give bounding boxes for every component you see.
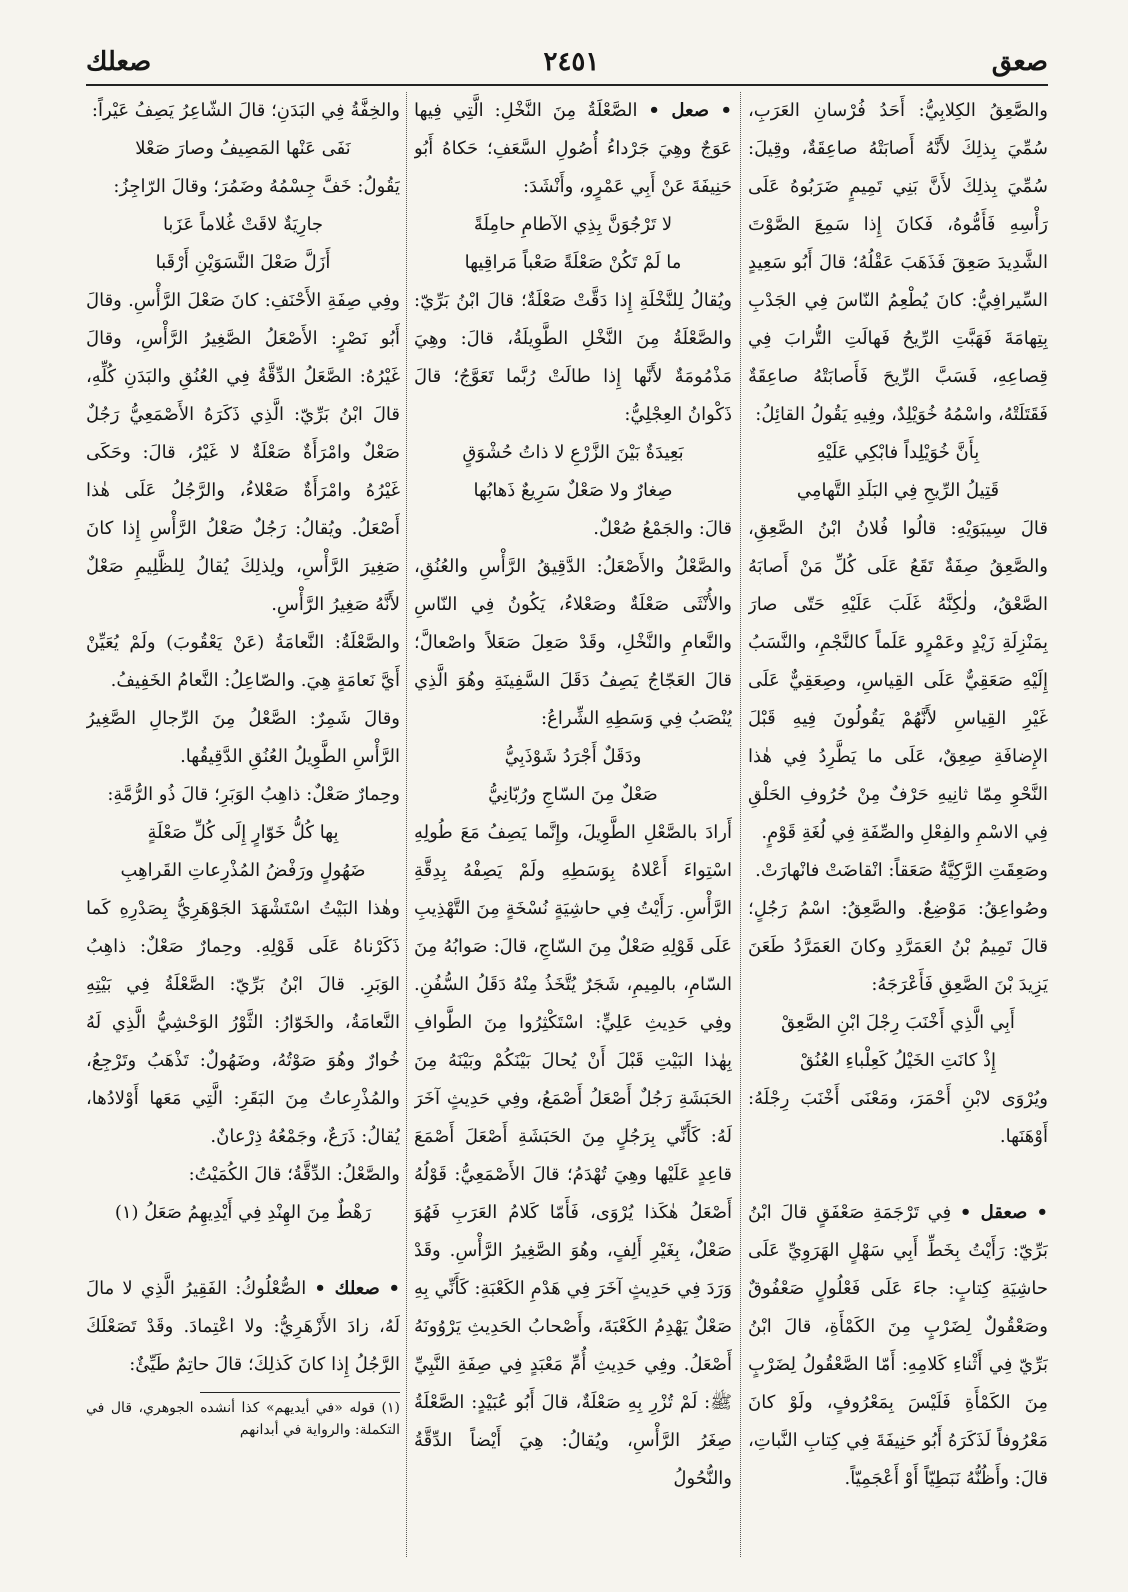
- paragraph: وهٰذا البَيْتُ اسْتَشْهَدَ الجَوْهَرِيُّ بِصَدْرِهِ كَما ذَكَرْناهُ عَلَى قَوْلِهِ. وحِمارٌ صَعْلٌ: ذاهِبُ الوَبَرِ. قالَ ابْنُ بَرِّيّ: الصَّعْلَةُ فِي بَيْتِهِ النَّعامَةُ، والخَوّارُ: الثَّوْرُ الوَحْشِيُّ الَّذِي لَهُ خُوارٌ وهُوَ صَوْتُهُ، وضَهُولٌ: تَذْهَبُ وتَرْجِعُ، والمُذْرِعاتُ مِنَ البَقَرِ: الَّتِي مَعَها أَوْلادُها، يُقالُ: ذَرَعٌ، وجَمْعُهُ ذِرْعانٌ.: [86, 898, 400, 1147]
- paragraph: والصَّعْلَةُ: النَّعامَةُ (عَنْ يَعْقُوبَ) ولَمْ يُعَيِّنْ أَيَّ نَعامَةٍ هِيَ. والصّاعِلُ: النَّعامُ الخَفِيفُ.: [86, 632, 400, 691]
- verse-line: صَعْلٌ مِنَ السّاجِ ورُبّانِيُّ: [488, 784, 658, 805]
- column-divider: [740, 92, 741, 1557]
- paragraph: والصَّعْلُ والأَصْعَلُ: الدَّقِيقُ الرَّأْسِ والعُنُقِ، والأُنْثَى صَعْلَةٌ وصَعْلاءُ، يَكُونُ فِي النّاسِ والنَّعامِ والنَّخْلِ، وقَدْ صَعِلَ صَعَلاً واصْعالَّ؛ قالَ العَجّاجُ يَصِفُ دَقَلَ السَّفِينَةِ وهُوَ الَّذِي يُنْصَبُ فِي وَسَطِهِ الشِّراعُ:: [414, 556, 732, 729]
- column-divider: [406, 92, 407, 1557]
- verse-line: ودَقَلٌ أَجْرَدُ شَوْذَبِيُّ: [504, 746, 642, 767]
- header-rule: [86, 84, 1048, 86]
- paragraph: وقالَ شَمِرٌ: الصَّعْلُ مِنَ الرِّجالِ الصَّغِيرُ الرَّأْسِ الطَّوِيلُ العُنُقِ الدَّقِيقُها.: [86, 708, 400, 767]
- verse-line: أَزَلَّ صَعْلَ النَّسَوَيْنِ أَرْقَبا: [155, 252, 331, 273]
- paragraph: يَقُولُ: خَفَّ جِسْمُهُ وضَمُرَ؛ وقالَ الرّاجِزُ:: [113, 176, 400, 197]
- paragraph: أَرادَ بالصَّعْلِ الطَّوِيلَ، وإِنَّما يَصِفُ مَعَ طُولِهِ اسْتِواءَ أَعْلاهُ بِوَسَطِهِ ولَمْ يَصِفْهُ بِدِقَّةِ الرَّأْسِ. رَأَيْتُ فِي حاشِيَةٍ نُسْخَةٍ مِنَ التَّهْذِيبِ عَلَى قَوْلِهِ صَعْلٌ مِنَ السّاجِ، قالَ: صَوابُهُ مِنَ السّامِ، بالمِيمِ، شَجَرٌ يُتَّخَذُ مِنْهُ دَقَلُ السُّفُنِ. وفِي حَدِيثِ عَلِيٍّ: اسْتَكْثِرُوا مِنَ الطَّوافِ بِهٰذا البَيْتِ قَبْلَ أَنْ يُحالَ بَيْنَكُمْ وبَيْنَهُ مِنَ الحَبَشَةِ رَجُلٌ أَصْعَلُ أَصْمَعُ، وفِي حَدِيثٍ آخَرَ لَهُ: كَأَنِّي بِرَجُلٍ مِنَ الحَبَشَةِ أَصْعَلَ أَصْمَعَ قاعِدٍ عَلَيْها وهِيَ تُهْدَمُ؛ قالَ الأَصْمَعِيُّ: قَوْلُهُ أَصْعَلُ هٰكَذا يُرْوَى، فَأَمّا كَلامُ العَرَبِ فَهُوَ صَعْلٌ، بِغَيْرِ أَلِفٍ، وهُوَ الصَّغِيرُ الرَّأْسِ. وقَدْ وَرَدَ فِي حَدِيثٍ آخَرَ فِي هَدْمِ الكَعْبَةِ: كَأَنِّي بِهِ صَعْلٌ يَهْدِمُ الكَعْبَةَ، وأَصْحابُ الحَدِيثِ يَرْوُونَهُ أَصْعَلُ. وفِي حَدِيثِ أُمِّ مَعْبَدٍ فِي صِفَةِ النَّبِيِّ ﷺ: لَمْ تُزْرِ بِهِ صَعْلَةٌ، قالَ أَبُو عُبَيْدٍ: الصَّعْلَةُ صِغَرُ الرَّأْسِ، ويُقالُ: هِيَ أَيْضاً الدِّقَّةُ والنُّحُولُ: [414, 822, 732, 1489]
- page-number: ٢٤٥١: [543, 47, 600, 77]
- guide-word-right: صعق: [991, 47, 1048, 77]
- entry-gap: [748, 1156, 1048, 1194]
- entry-gap: [86, 1232, 400, 1270]
- verse-line: صِغارٌ ولا صَعْلٌ سَرِيعٌ ذَهابُها: [473, 480, 673, 501]
- paragraph: وفِي صِفَةِ الأَحْنَفِ: كانَ صَعْلَ الرَّأْسِ. وقالَ أَبُو نَصْرٍ: الأَصْعَلُ الصَّغِيرُ الرَّأْسِ، وقالَ غَيْرُهُ: الصَّعَلُ الدِّقَّةُ فِي العُنُقِ والبَدَنِ كُلِّهِ، قالَ ابْنُ بَرِّيّ: الَّذِي ذَكَرَهُ الأَصْمَعِيُّ رَجُلٌ صَعْلٌ وامْرَأَةٌ صَعْلَةٌ لا غَيْرُ، قالَ: وحَكَى غَيْرُهُ وامْرَأَةٌ صَعْلاءُ، والرَّجُلُ عَلَى هٰذا أَصْعَلُ. ويُقالُ: رَجُلٌ صَعْلُ الرَّأْسِ إِذا كانَ صَغِيرَ الرَّأْسِ، ولِذلِكَ يُقالُ لِلظَّلِيمِ صَعْلٌ لأَنَّهُ صَغِيرُ الرَّأْسِ.: [86, 290, 400, 615]
- paragraph: والصَّعْلُ: الدِّقَّةُ؛ قالَ الكُمَيْتُ:: [188, 1164, 400, 1185]
- verse-line: نَفَى عَنْها المَصِيفُ وصارَ صَعْلا: [135, 138, 351, 159]
- paragraph: وصَعِقَتِ الرَّكِيَّةُ صَعَقاً: انْقاضَتْ فانْهارَتْ.: [755, 860, 1048, 881]
- entry-headword: • صعقل •: [959, 1202, 1048, 1223]
- verse-line: قَتِيلُ الرِّيحِ فِي البَلَدِ التَّهامِي: [796, 480, 1000, 501]
- verse-line: إِذْ كانَتِ الخَيْلُ كَعِلْباءِ العُنُقْ: [799, 1050, 996, 1071]
- verse-line: رَهْطٌ مِنَ الهِنْدِ فِي أَيْدِيهِمُ صَعَلُ (١): [114, 1202, 372, 1223]
- column-middle: [414, 92, 732, 1557]
- entry-text: الصَّعْلَةُ مِنَ النَّخْلِ: الَّتِي فِيها عَوَجٌ وهِيَ جَرْداءُ أُصُولِ السَّعَفِ؛ حَكاهُ أَبُو حَنِيفَةَ عَنْ أَبِي عَمْرٍو، وأَنْشَدَ:: [414, 100, 732, 197]
- entry-headword: • صعل •: [648, 100, 732, 121]
- paragraph: وصُواعِقُ: مَوْضِعٌ. والصَّعِقُ: اسْمُ رَجُلٍ؛ قالَ تَمِيمُ بْنُ العَمَرَّدِ وكانَ العَمَرَّدُ طَعَنَ يَزِيدَ بْنَ الصَّعِقِ فَأَعْرَجَهُ:: [748, 898, 1048, 995]
- verse-line: أَبِي الَّذِي أَخْنَبَ رِجْلَ ابْنِ الصَّعِقْ: [781, 1012, 1015, 1033]
- verse-line: ما لَمْ تَكُنْ صَعْلَةً صَعْباً مَراقِيها: [464, 252, 682, 273]
- entry-paragraph: [414, 92, 732, 206]
- paragraph: والصَّعِقُ الكِلابِيُّ: أَحَدُ فُرْسانِ العَرَبِ، سُمِّيَ بِذلِكَ لأَنَّهُ أَصابَتْهُ صاعِقَةٌ، وقِيلَ: سُمِّيَ بِذلِكَ لأَنَّ بَنِي تَمِيمٍ ضَرَبُوهُ عَلَى رَأْسِهِ فَأَمُّوهُ، فَكانَ إِذا سَمِعَ الصَّوْتَ الشَّدِيدَ صَعِقَ فَذَهَبَ عَقْلُهُ؛ قالَ أَبُو سَعِيدٍ السِّيرافِيُّ: كانَ يُطْعِمُ النّاسَ فِي الجَدْبِ بِتِهامَةَ فَهَبَّتِ الرِّيحُ فَهالَتِ التُّرابَ فِي قِصاعِهِ، فَسَبَّ الرِّيحَ فَأَصابَتْهُ صاعِقَةٌ فَقَتَلَتْهُ، واسْمُهُ خُوَيْلِدٌ، وفِيهِ يَقُولُ القائِلُ:: [748, 100, 1048, 425]
- verse-line: بِها كُلُّ خَوّارٍ إِلَى كُلِّ صَعْلَةٍ: [147, 822, 339, 843]
- verse-line: لا تَرْجُوَنَّ بِذِي الآطامِ حامِلَةً: [473, 214, 673, 235]
- entry-text: الصُّعْلُوكُ: الفَقِيرُ الَّذِي لا مالَ لَهُ، زادَ الأَزْهَرِيُّ: ولا اعْتِمادَ. وقَدْ تَصَعْلَكَ الرَّجُلُ إِذا كانَ كَذلِكَ؛ قالَ حاتِمٌ طَيِّئٌ:: [86, 1278, 400, 1375]
- paragraph: وحِمارٌ صَعْلٌ: ذاهِبُ الوَبَرِ؛ قالَ ذُو الرُّمَّةِ:: [107, 784, 400, 805]
- guide-word-left: صعلك: [86, 47, 152, 77]
- paragraph: قالَ سِيبَوَيْهِ: قالُوا فُلانُ ابْنُ الصَّعِقِ، والصَّعِقُ صِفَةٌ تَقَعُ عَلَى كُلِّ مَنْ أَصابَهُ الصَّعْقُ، ولٰكِنَّهُ غَلَبَ عَلَيْهِ حَتّى صارَ بِمَنْزِلَةِ زَيْدٍ وعَمْرٍو عَلَماً كالنَّجْمِ، والنَّسَبُ إِلَيْهِ صَعَقِيٌّ عَلَى القِياسِ، وصِعَقِيٌّ عَلَى غَيْرِ القِياسِ لأَنَّهُمْ يَقُولُونَ فِيهِ قَبْلَ الإِضافَةِ صِعِقٌ، عَلَى ما يَطَّرِدُ فِي هٰذا النَّحْوِ مِمّا ثانِيهِ حَرْفٌ مِنْ حُرُوفِ الحَلْقِ فِي الاسْمِ والفِعْلِ والصِّفَةِ فِي لُغَةِ قَوْمٍ.: [748, 518, 1048, 843]
- verse-line: ضَهُولٍ ورَفْضُ المُذْرِعاتِ القَراهِبِ: [120, 860, 366, 881]
- entry-text: فِي تَرْجَمَةِ صَعْفَقٍ قالَ ابْنُ بَرِّيّ: رَأَيْتُ بِخَطِّ أَبِي سَهْلٍ الهَرَوِيِّ عَلَى حاشِيَةِ كِتابٍ: جاءَ عَلَى فَعْلُولٍ صَعْفُوقٌ وصَعْقُولٌ لِضَرْبٍ مِنَ الكَمْأَةِ، قالَ ابْنُ بَرِّيّ فِي أَثْناءِ كَلامِهِ: أَمّا الصَّعْقُولُ لِضَرْبٍ مِنَ الكَمْأَةِ فَلَيْسَ بِمَعْرُوفٍ، ولَوْ كانَ مَعْرُوفاً لَذَكَرَهُ أَبُو حَنِيفَةَ فِي كِتابِ النَّباتِ، قالَ: وأَظُنُّهُ نَبَطِيّاً أَوْ أَعْجَمِيّاً.: [748, 1202, 1048, 1489]
- entry-headword: • صعلك •: [314, 1278, 400, 1299]
- paragraph: قالَ: والجَمْعُ صُعْلٌ.: [593, 518, 732, 539]
- verse-line: جارِيَةٌ لاقَتْ غُلاماً عَزَبا: [162, 214, 324, 235]
- paragraph: والخِفَّةُ فِي البَدَنِ؛ قالَ الشّاعِرُ يَصِفُ عَيْراً:: [91, 100, 400, 121]
- column-left: [86, 92, 400, 1557]
- paragraph: ويُقالُ لِلنَّخْلَةِ إِذا دَقَّتْ صَعْلَةٌ؛ قالَ ابْنُ بَرِّيّ: والصَّعْلَةُ مِنَ النَّخْلِ الطَّوِيلَةُ، قالَ: وهِيَ مَذْمُومَةٌ لأَنَّها إِذا طالَتْ رُبَّما تَعَوَّجُ؛ قالَ ذَكْوانُ العِجْلِيُّ:: [414, 290, 732, 425]
- footnote-rule: [200, 1392, 400, 1393]
- entry-paragraph: [86, 1270, 400, 1384]
- column-right: [748, 92, 1048, 1557]
- page-header: [86, 42, 1048, 82]
- verse-line: بَعِيدَةٌ بَيْنَ الزَّرْعِ لا ذاتُ حُشْوَقٍ: [462, 442, 684, 463]
- paragraph: ويُرْوَى لابْنِ أَحْمَرَ، ومَعْنَى أَخْنَبَ رِجْلَهُ: أَوْهَنَها.: [748, 1088, 1048, 1147]
- footnote: (١) قوله «في أيديهم» كذا أنشده الجوهري، قال في التكملة: والرواية في أبدانهم: [86, 1400, 400, 1438]
- verse-line: بِأَنَّ خُوَيْلِداً فابْكِي عَلَيْهِ: [816, 442, 980, 463]
- entry-paragraph: [748, 1194, 1048, 1498]
